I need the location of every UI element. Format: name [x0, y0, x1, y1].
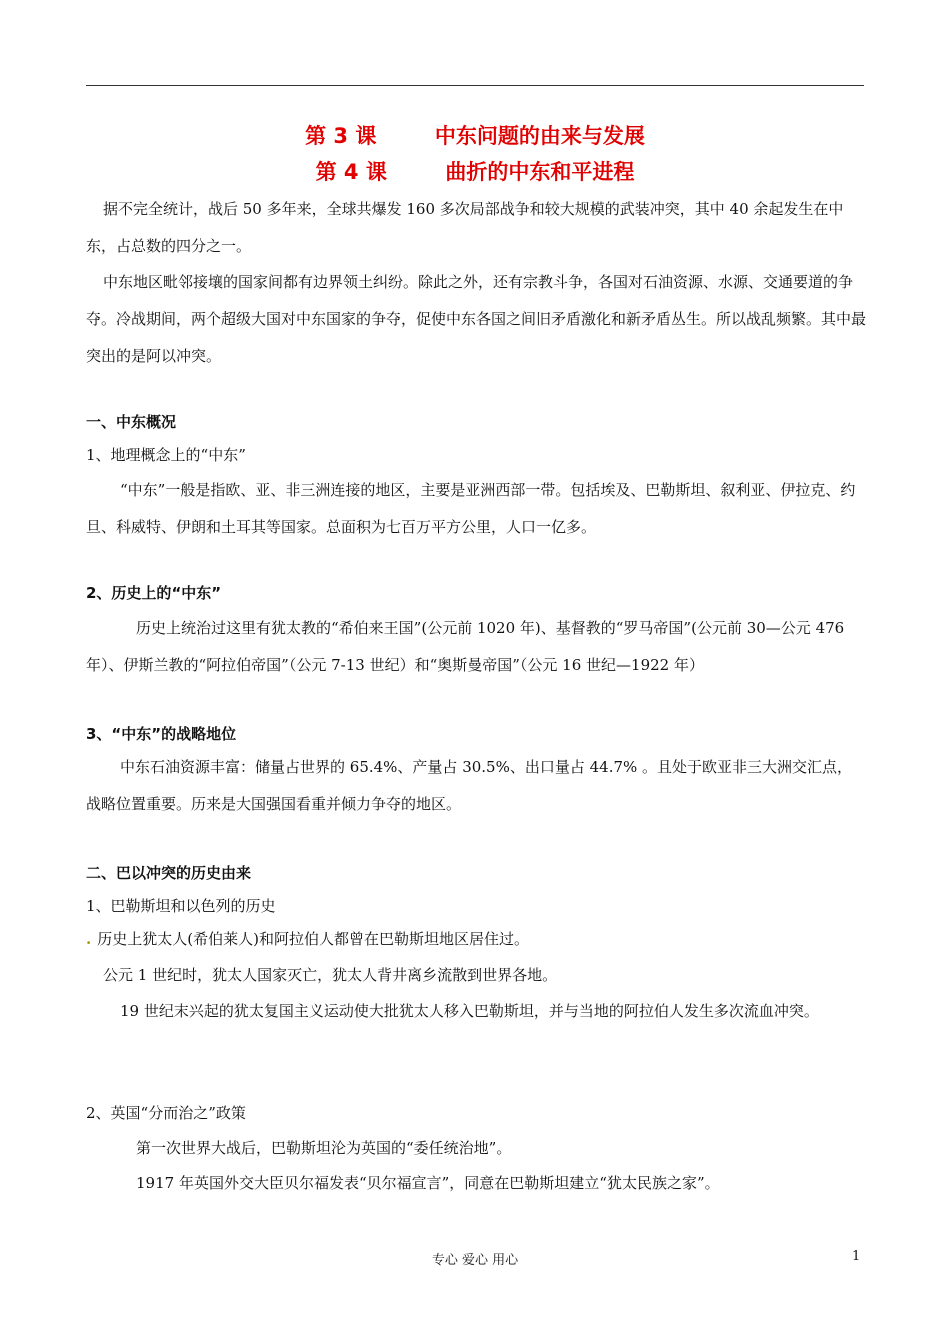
intro-paragraph-2: 中东地区毗邻接壤的国家间都有边界领土纠纷。除此之外，还有宗教斗争，各国对石油资源、水源、交通要道的争夺。冷战期间，两个超级大国对中东国家的争夺，促使中东各国之间旧矛盾激化和新矛盾丛生。所以战乱频繁。其中最突出的是阿以冲突。: [86, 273, 867, 365]
lesson-3-title: 第 3 课 中东问题的由来与发展: [305, 124, 645, 148]
section-2-1-heading: 1、巴勒斯坦和以色列的历史: [86, 897, 276, 915]
section-2-1-paragraph-1: [86, 921, 866, 958]
section-1-2-text: 历史上统治过这里有犹太教的“希伯来王国”(公元前 1020 年)、基督教的“罗马帝国”(公元前 30—公元 476 年）、伊斯兰教的“阿拉伯帝国”（公元 7-13 世纪）和“奥斯曼帝国”（公元 16 世纪—1922 年）: [86, 619, 845, 674]
bullet-marker: .: [86, 930, 92, 948]
footer-motto: 专心 爱心 用心: [431, 1253, 519, 1268]
section-1-1-heading: 1、地理概念上的“中东”: [86, 446, 246, 464]
section-2-1-paragraph-2: 公元 1 世纪时，犹太人国家灭亡，犹太人背井离乡流散到世界各地。: [103, 966, 558, 984]
header-rule: [86, 85, 864, 86]
section-2-heading: 二、巴以冲突的历史由来: [86, 864, 252, 882]
lesson-4-title: 第 4 课 曲折的中东和平进程: [315, 160, 635, 184]
section-1-3-heading: 3、“中东”的战略地位: [86, 725, 237, 743]
paragraph-text: 历史上犹太人(希伯莱人)和阿拉伯人都曾在巴勒斯坦地区居住过。: [97, 930, 529, 948]
section-1-heading: 一、中东概况: [86, 413, 177, 431]
section-1-1-text: “中东”一般是指欧、亚、非三洲连接的地区，主要是亚洲西部一带。包括埃及、巴勒斯坦、叙利亚、伊拉克、约旦、科威特、伊朗和土耳其等国家。总面积为七百万平方公里，人口一亿多。: [86, 481, 856, 536]
section-2-2-paragraph-1: 第一次世界大战后，巴勒斯坦沦为英国的“委任统治地”。: [136, 1139, 512, 1157]
section-1-3-text: 中东石油资源丰富：储量占世界的 65.4%、产量占 30.5%、出口量占 44.7% 。且处于欧亚非三大洲交汇点，战略位置重要。历来是大国强国看重并倾力争夺的地区。: [86, 758, 853, 813]
title-block: [0, 118, 950, 190]
section-2-1-paragraph-3: 19 世纪末兴起的犹太复国主义运动使大批犹太人移入巴勒斯坦，并与当地的阿拉伯人发生多次流血冲突。: [120, 1002, 819, 1020]
section-1-2-heading: 2、历史上的“中东”: [86, 584, 222, 602]
intro-paragraph-1: 据不完全统计，战后 50 多年来，全球共爆发 160 多次局部战争和较大规模的武装冲突，其中 40 余起发生在中东，占总数的四分之一。: [86, 200, 844, 255]
section-2-2-heading: 2、英国“分而治之”政策: [86, 1104, 246, 1122]
section-2-2-paragraph-2: 1917 年英国外交大臣贝尔福发表“贝尔福宣言”，同意在巴勒斯坦建立“犹太民族之家”。: [136, 1174, 720, 1192]
page-number: 1: [852, 1249, 861, 1264]
